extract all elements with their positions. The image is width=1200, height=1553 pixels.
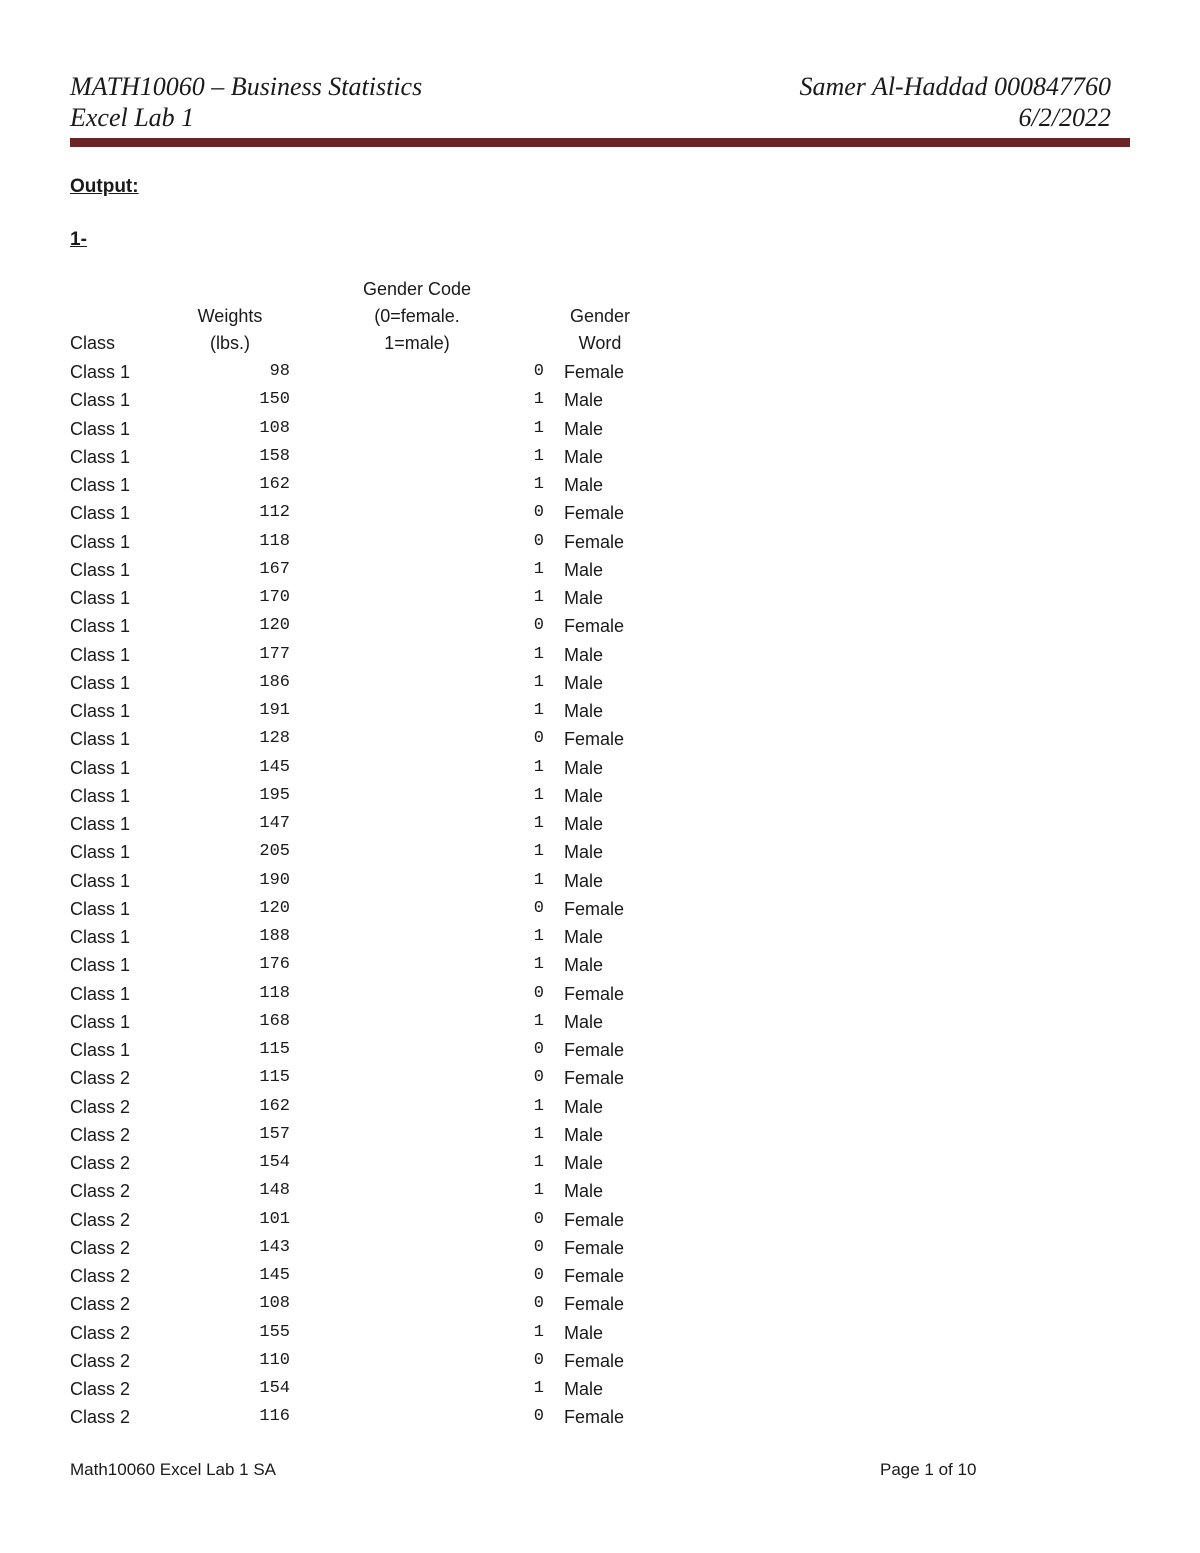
cell-gender-word: Male xyxy=(564,1096,604,1117)
cell-weight: 145 xyxy=(259,1266,290,1286)
weights-table xyxy=(66,276,654,1432)
cell-class: Class 1 xyxy=(70,1040,131,1061)
cell-weight: 108 xyxy=(259,418,290,438)
table-row xyxy=(66,1008,654,1036)
cell-weight: 157 xyxy=(259,1124,290,1144)
document-date: 6/2/2022 xyxy=(1018,103,1111,132)
cell-class: Class 2 xyxy=(70,1379,131,1400)
cell-gender-code: 1 xyxy=(533,1011,544,1031)
table-row xyxy=(66,697,654,725)
cell-class: Class 1 xyxy=(70,927,131,948)
cell-gender-code: 1 xyxy=(533,814,544,834)
cell-gender-word: Female xyxy=(564,1294,625,1315)
cell-gender-code: 1 xyxy=(533,672,544,692)
cell-gender-word: Female xyxy=(564,1407,625,1428)
header-weights: Weights (lbs.) xyxy=(197,306,263,353)
cell-gender-code: 1 xyxy=(533,1153,544,1173)
cell-gender-word: Female xyxy=(564,1350,625,1371)
table-row xyxy=(66,1262,654,1290)
cell-weight: 108 xyxy=(259,1294,290,1314)
cell-gender-code: 1 xyxy=(533,475,544,495)
cell-weight: 177 xyxy=(259,644,290,664)
table-row xyxy=(66,471,654,499)
cell-gender-code: 1 xyxy=(533,785,544,805)
cell-gender-word: Female xyxy=(564,1237,625,1258)
author-name: Samer Al-Haddad 000847760 xyxy=(799,72,1111,101)
footer-doc-label: Math10060 Excel Lab 1 SA xyxy=(70,1460,277,1479)
table-row xyxy=(66,782,654,810)
table-row xyxy=(66,1093,654,1121)
cell-class: Class 1 xyxy=(70,644,131,665)
cell-weight: 118 xyxy=(259,531,290,551)
cell-class: Class 1 xyxy=(70,870,131,891)
cell-class: Class 1 xyxy=(70,898,131,919)
cell-weight: 143 xyxy=(259,1237,290,1257)
table-row xyxy=(66,1149,654,1177)
cell-gender-code: 1 xyxy=(533,870,544,890)
cell-class: Class 2 xyxy=(70,1350,131,1371)
cell-gender-code: 0 xyxy=(533,898,544,918)
cell-gender-word: Male xyxy=(564,644,604,665)
table-row xyxy=(66,499,654,527)
table-row xyxy=(66,556,654,584)
question-heading: 1- xyxy=(70,229,87,250)
cell-weight: 162 xyxy=(259,1096,290,1116)
cell-class: Class 2 xyxy=(70,1266,131,1287)
cell-gender-code: 0 xyxy=(533,362,544,382)
course-title: MATH10060 – Business Statistics xyxy=(70,72,423,101)
cell-gender-code: 0 xyxy=(533,1237,544,1257)
header-class: Class xyxy=(70,333,116,353)
cell-gender-word: Male xyxy=(564,446,604,467)
footer-page-number: Page 1 of 10 xyxy=(880,1460,977,1479)
table-row xyxy=(66,951,654,979)
cell-gender-word: Female xyxy=(564,616,625,637)
cell-weight: 205 xyxy=(259,842,290,862)
cell-gender-code: 1 xyxy=(533,1096,544,1116)
cell-gender-code: 1 xyxy=(533,644,544,664)
cell-class: Class 1 xyxy=(70,983,131,1004)
cell-gender-code: 1 xyxy=(533,1181,544,1201)
cell-class: Class 1 xyxy=(70,1011,131,1032)
cell-gender-word: Male xyxy=(564,672,604,693)
cell-gender-code: 1 xyxy=(533,446,544,466)
cell-class: Class 2 xyxy=(70,1237,131,1258)
cell-weight: 186 xyxy=(259,672,290,692)
cell-weight: 112 xyxy=(259,503,290,523)
cell-gender-word: Male xyxy=(564,842,604,863)
cell-weight: 195 xyxy=(259,785,290,805)
cell-class: Class 1 xyxy=(70,559,131,580)
table-row xyxy=(66,1319,654,1347)
table-row xyxy=(66,386,654,414)
cell-gender-code: 1 xyxy=(533,955,544,975)
cell-gender-code: 1 xyxy=(533,1322,544,1342)
cell-gender-word: Male xyxy=(564,588,604,609)
cell-weight: 115 xyxy=(259,1068,290,1088)
cell-weight: 150 xyxy=(259,390,290,410)
cell-weight: 167 xyxy=(259,559,290,579)
table-row xyxy=(66,584,654,612)
cell-gender-word: Female xyxy=(564,1266,625,1287)
cell-gender-code: 1 xyxy=(533,418,544,438)
cell-gender-code: 1 xyxy=(533,588,544,608)
cell-weight: 148 xyxy=(259,1181,290,1201)
cell-class: Class 2 xyxy=(70,1153,131,1174)
table-row xyxy=(66,1347,654,1375)
cell-weight: 170 xyxy=(259,588,290,608)
cell-weight: 154 xyxy=(259,1379,290,1399)
cell-class: Class 1 xyxy=(70,475,131,496)
cell-class: Class 2 xyxy=(70,1322,131,1343)
cell-gender-code: 0 xyxy=(533,1294,544,1314)
cell-class: Class 2 xyxy=(70,1209,131,1230)
cell-weight: 110 xyxy=(259,1350,290,1370)
cell-weight: 158 xyxy=(259,446,290,466)
table-row xyxy=(66,1403,654,1431)
cell-class: Class 1 xyxy=(70,503,131,524)
table-row xyxy=(66,612,654,640)
table-row xyxy=(66,528,654,556)
cell-gender-word: Male xyxy=(564,927,604,948)
table-row xyxy=(66,754,654,782)
cell-weight: 168 xyxy=(259,1011,290,1031)
cell-class: Class 1 xyxy=(70,785,131,806)
cell-gender-code: 0 xyxy=(533,1350,544,1370)
cell-class: Class 1 xyxy=(70,757,131,778)
cell-gender-code: 1 xyxy=(533,701,544,721)
header-divider xyxy=(70,138,1130,147)
cell-gender-code: 1 xyxy=(533,1379,544,1399)
cell-gender-word: Male xyxy=(564,955,604,976)
cell-class: Class 1 xyxy=(70,814,131,835)
cell-gender-word: Male xyxy=(564,475,604,496)
cell-gender-word: Female xyxy=(564,531,625,552)
lab-title: Excel Lab 1 xyxy=(70,103,195,132)
cell-weight: 176 xyxy=(259,955,290,975)
cell-weight: 147 xyxy=(259,814,290,834)
cell-gender-code: 0 xyxy=(533,503,544,523)
cell-gender-word: Male xyxy=(564,418,604,439)
cell-class: Class 2 xyxy=(70,1124,131,1145)
table-row xyxy=(66,443,654,471)
header-gender-word: Gender Word xyxy=(569,306,631,353)
table-header-row xyxy=(66,276,654,358)
cell-gender-word: Female xyxy=(564,503,625,524)
cell-gender-word: Female xyxy=(564,729,625,750)
cell-gender-code: 0 xyxy=(533,531,544,551)
cell-weight: 191 xyxy=(259,701,290,721)
cell-gender-word: Male xyxy=(564,701,604,722)
cell-class: Class 1 xyxy=(70,842,131,863)
table-row xyxy=(66,895,654,923)
cell-gender-code: 0 xyxy=(533,1040,544,1060)
cell-weight: 118 xyxy=(259,983,290,1003)
table-row xyxy=(66,641,654,669)
table-row xyxy=(66,358,654,386)
table-row xyxy=(66,867,654,895)
cell-class: Class 2 xyxy=(70,1407,131,1428)
cell-gender-code: 0 xyxy=(533,983,544,1003)
cell-gender-code: 1 xyxy=(533,559,544,579)
table-row xyxy=(66,838,654,866)
table-row xyxy=(66,725,654,753)
table-row xyxy=(66,1121,654,1149)
cell-gender-word: Male xyxy=(564,785,604,806)
cell-gender-word: Female xyxy=(564,1068,625,1089)
cell-gender-word: Male xyxy=(564,1124,604,1145)
cell-class: Class 1 xyxy=(70,729,131,750)
cell-gender-code: 1 xyxy=(533,757,544,777)
cell-gender-code: 0 xyxy=(533,1407,544,1427)
cell-gender-code: 1 xyxy=(533,390,544,410)
table-row xyxy=(66,1177,654,1205)
cell-class: Class 1 xyxy=(70,362,131,383)
cell-class: Class 2 xyxy=(70,1181,131,1202)
cell-gender-word: Male xyxy=(564,1153,604,1174)
table-row xyxy=(66,1064,654,1092)
table-row xyxy=(66,1375,654,1403)
cell-weight: 128 xyxy=(259,729,290,749)
cell-weight: 116 xyxy=(259,1407,290,1427)
table-row xyxy=(66,810,654,838)
table-row xyxy=(66,669,654,697)
cell-class: Class 2 xyxy=(70,1294,131,1315)
cell-weight: 120 xyxy=(259,616,290,636)
cell-gender-code: 1 xyxy=(533,842,544,862)
table-row xyxy=(66,1036,654,1064)
cell-weight: 115 xyxy=(259,1040,290,1060)
cell-gender-code: 0 xyxy=(533,1266,544,1286)
cell-gender-word: Male xyxy=(564,870,604,891)
cell-gender-word: Male xyxy=(564,814,604,835)
cell-gender-word: Male xyxy=(564,757,604,778)
cell-weight: 155 xyxy=(259,1322,290,1342)
cell-gender-code: 0 xyxy=(533,616,544,636)
header-gender-code: Gender Code (0=female. 1=male) xyxy=(362,279,472,353)
cell-gender-word: Male xyxy=(564,390,604,411)
table-row xyxy=(66,923,654,951)
cell-class: Class 1 xyxy=(70,418,131,439)
cell-gender-word: Female xyxy=(564,898,625,919)
cell-weight: 154 xyxy=(259,1153,290,1173)
header-left xyxy=(70,71,422,133)
table-row xyxy=(66,415,654,443)
cell-gender-code: 1 xyxy=(533,927,544,947)
cell-gender-word: Male xyxy=(564,1379,604,1400)
cell-class: Class 1 xyxy=(70,390,131,411)
cell-gender-word: Male xyxy=(564,559,604,580)
cell-class: Class 1 xyxy=(70,616,131,637)
cell-class: Class 1 xyxy=(70,955,131,976)
table-row xyxy=(66,1206,654,1234)
cell-weight: 190 xyxy=(259,870,290,890)
cell-class: Class 1 xyxy=(70,701,131,722)
cell-weight: 120 xyxy=(259,898,290,918)
cell-gender-word: Male xyxy=(564,1181,604,1202)
cell-gender-word: Female xyxy=(564,983,625,1004)
cell-weight: 145 xyxy=(259,757,290,777)
cell-weight: 188 xyxy=(259,927,290,947)
cell-gender-word: Female xyxy=(564,1209,625,1230)
cell-class: Class 2 xyxy=(70,1096,131,1117)
table-row xyxy=(66,1234,654,1262)
table-row xyxy=(66,980,654,1008)
cell-weight: 98 xyxy=(269,362,290,382)
header-right xyxy=(799,71,1111,133)
cell-gender-word: Female xyxy=(564,362,625,383)
cell-weight: 162 xyxy=(259,475,290,495)
cell-class: Class 1 xyxy=(70,588,131,609)
cell-gender-word: Male xyxy=(564,1322,604,1343)
cell-gender-code: 1 xyxy=(533,1124,544,1144)
cell-gender-code: 0 xyxy=(533,1209,544,1229)
cell-weight: 101 xyxy=(259,1209,290,1229)
cell-class: Class 1 xyxy=(70,672,131,693)
cell-class: Class 1 xyxy=(70,531,131,552)
section-heading: Output: xyxy=(70,176,139,197)
cell-gender-code: 0 xyxy=(533,1068,544,1088)
cell-class: Class 1 xyxy=(70,446,131,467)
cell-gender-code: 0 xyxy=(533,729,544,749)
table-row xyxy=(66,1290,654,1318)
cell-class: Class 2 xyxy=(70,1068,131,1089)
cell-gender-word: Female xyxy=(564,1040,625,1061)
cell-gender-word: Male xyxy=(564,1011,604,1032)
